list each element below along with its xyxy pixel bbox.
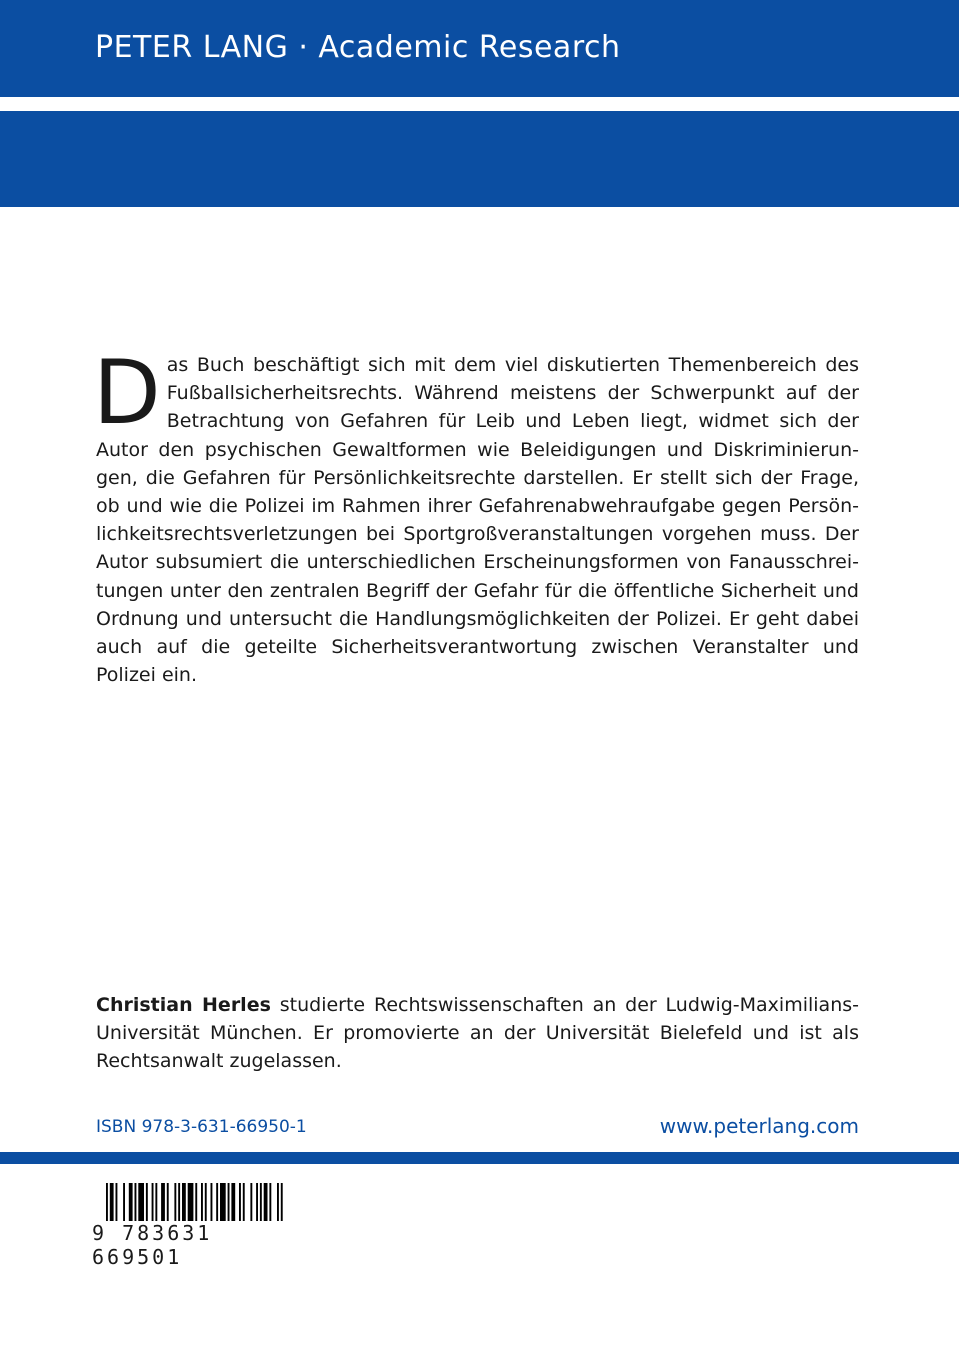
barcode-bar — [167, 1183, 169, 1221]
barcode-bar — [277, 1183, 279, 1221]
barcode-digits: 9 783631 669501 — [92, 1221, 213, 1269]
barcode-bar — [155, 1183, 157, 1221]
book-description — [93, 341, 859, 689]
barcode-bar — [256, 1183, 258, 1221]
barcode-bar — [146, 1183, 148, 1221]
series-number: II / 5842 — [95, 253, 219, 287]
barcode-bar — [110, 1183, 114, 1221]
barcode-bar — [201, 1183, 203, 1221]
author-name: Christian Herles — [96, 994, 271, 1016]
footer-band — [0, 1152, 959, 1164]
barcode-bar — [231, 1183, 235, 1221]
barcode-bar — [211, 1183, 213, 1221]
barcode-bar — [174, 1183, 176, 1221]
drop-cap: D — [93, 341, 161, 444]
barcode-bar — [116, 1183, 118, 1221]
barcode-bar — [129, 1183, 133, 1221]
header-band — [0, 0, 959, 97]
barcode-bar — [161, 1183, 165, 1221]
barcode-bar — [178, 1183, 180, 1221]
barcode-bar — [205, 1183, 207, 1221]
barcode-bar — [152, 1183, 154, 1221]
barcode-bar — [281, 1183, 283, 1221]
barcode — [92, 1179, 292, 1269]
barcode-bar — [220, 1183, 226, 1221]
barcode-bar — [216, 1183, 218, 1221]
website-link[interactable]: www.peterlang.com — [659, 1114, 859, 1138]
isbn: ISBN 978-3-631-66950-1 — [96, 1117, 307, 1137]
description-text: as Buch beschäftigt sich mit dem viel diskutierten Themenbereich des Fußballsicherheitsrechts. Während meistens der Schwerpunkt auf der Betrachtung von Gefahren für Leib und Leben liegt, widmet sich der Autor den psychischen Gewaltformen wie Beleidigungen und Diskriminierungen, die Gefahren für Persönlichkeitsrechte darstellen. Er stellt sich der Frage, ob und wie die Polizei im Rahmen ihrer Gefahrenabwehraufgabe gegen Persönlichkeitsrechtsverletzungen bei Sportgroßveranstaltungen vorgehen muss. Der Autor subsumiert die unterschiedlichen Erscheinungsformen von Fanausschreitungen unter den zentralen Begriff der Gefahr für die öffentliche Sicherheit und Ordnung und untersucht die Handlungsmöglichkeiten der Polizei. Er geht dabei auch auf die geteilte Sicherheitsverantwortung zwischen Veranstalter und Polizei ein. — [96, 354, 859, 687]
barcode-bar — [138, 1183, 144, 1221]
barcode-bar — [250, 1183, 252, 1221]
author-bio — [96, 991, 859, 1076]
barcode-bar — [106, 1183, 108, 1221]
barcode-bar — [239, 1183, 241, 1221]
barcode-bar — [243, 1183, 245, 1221]
barcode-bar — [264, 1183, 268, 1221]
barcode-bar — [269, 1183, 271, 1221]
series-band — [0, 111, 959, 287]
barcode-bar — [135, 1183, 137, 1221]
barcode-bar — [228, 1183, 230, 1221]
barcode-bar — [123, 1183, 125, 1221]
barcode-bar — [188, 1183, 194, 1221]
publisher-title: PETER LANG · Academic Research — [95, 30, 621, 65]
author-bio-text: studierte Rechtswissenschaften an der Ludwig-Maximilians-Universität München. Er promovierte an der Universität Bielefeld und ist als Rechtsanwalt zugelassen. — [96, 994, 859, 1073]
barcode-bar — [195, 1183, 197, 1221]
barcode-bar — [182, 1183, 186, 1221]
barcode-bar — [260, 1183, 262, 1221]
